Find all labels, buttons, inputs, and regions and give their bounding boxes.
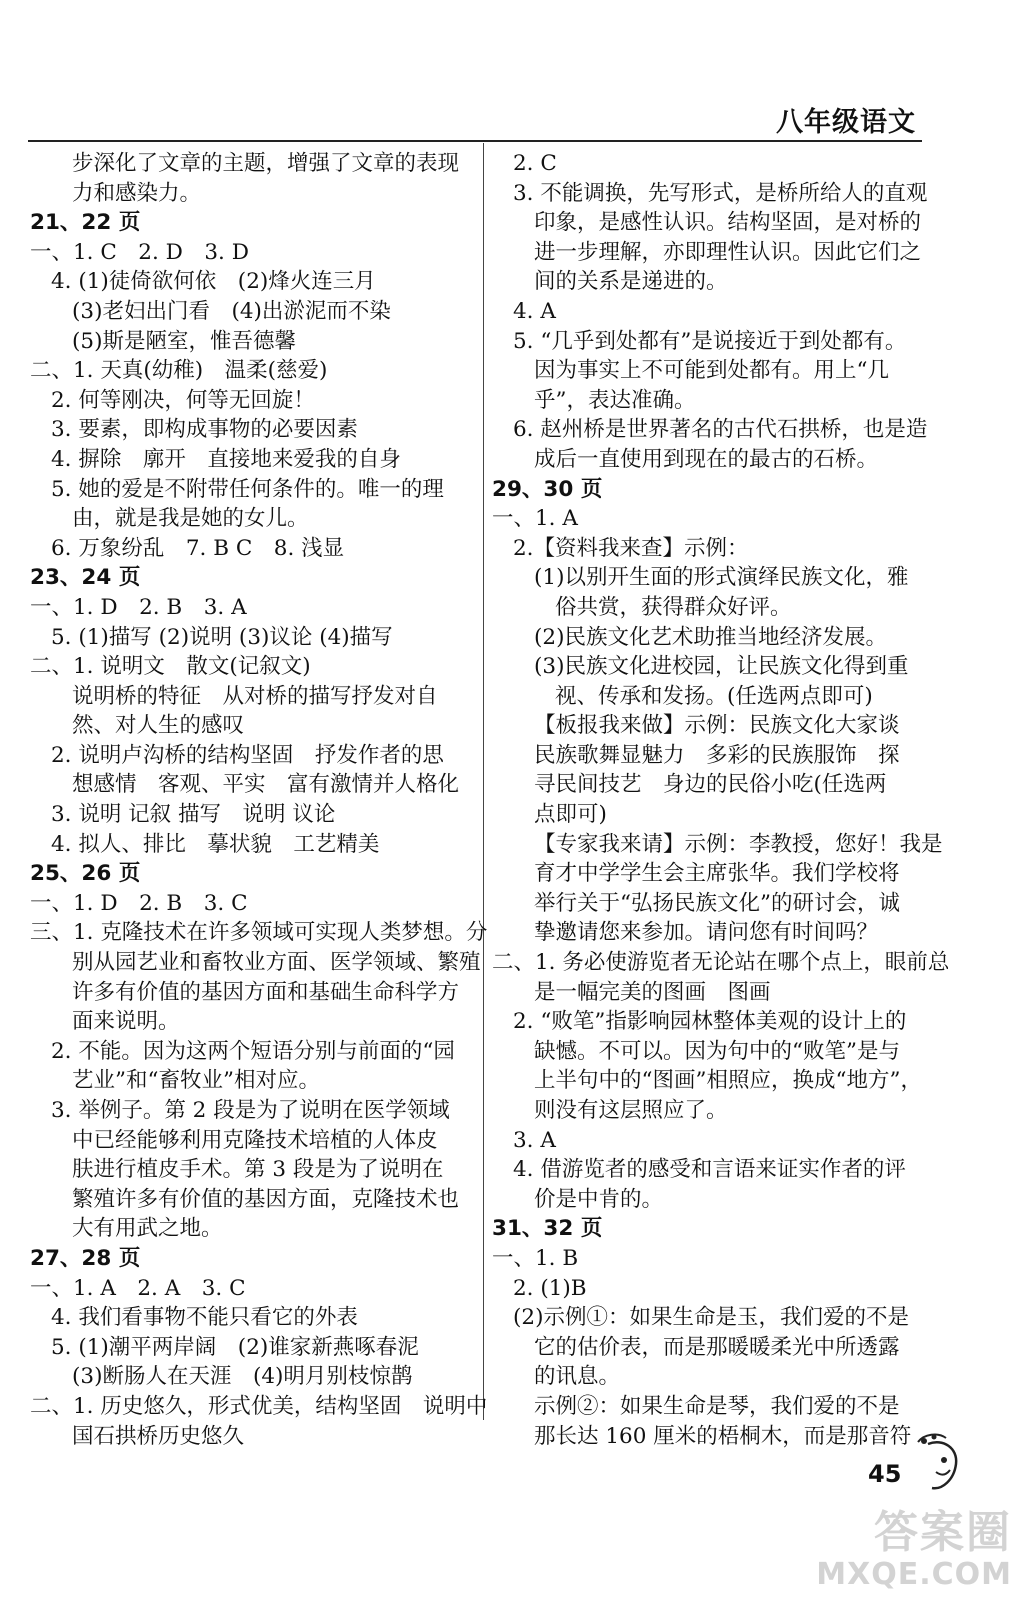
answer-line: 6. 赵州桥是世界著名的古代石拱桥，也是造: [513, 417, 928, 443]
answer-line: 6. 万象纷乱 7. B C 8. 浅显: [51, 535, 345, 561]
answer-line: 国石拱桥历史悠久: [72, 1423, 245, 1449]
answer-line: 它的估价表，而是那暖暖柔光中所透露: [534, 1334, 900, 1360]
answer-line: 【板报我来做】示例：民族文化大家谈: [534, 713, 900, 739]
answer-line: 则没有这层照应了。: [534, 1098, 728, 1123]
answer-line: 大有用武之地。: [72, 1216, 223, 1242]
watermark-url: MXQE.COM: [816, 1557, 1012, 1592]
answer-line: 缺憾。不可以。因为句中的“败笔”是与: [534, 1038, 900, 1064]
answer-line: 寻民间技艺 身边的民俗小吃(任选两: [534, 772, 887, 798]
answer-line: 一、1. D 2. B 3. C: [30, 890, 248, 916]
answer-line: 5. “几乎到处都有”是说接近于到处都有。: [513, 328, 907, 354]
left-answer-column: [30, 149, 488, 1451]
answer-line: 价是中肯的。: [534, 1186, 664, 1212]
answer-line: 示例②：如果生命是琴，我们爱的不是: [534, 1393, 900, 1419]
answer-line: 3. 要素，即构成事物的必要因素: [51, 417, 358, 443]
answer-line: 【专家我来请】示例：李教授，您好！我是: [534, 831, 943, 857]
answer-line: 2. 何等刚决，何等无回旋！: [51, 387, 315, 413]
watermark-logo: 答案圈: [874, 1507, 1012, 1558]
answer-line: 二、1. 务必使游览者无论站在哪个点上，眼前总: [492, 950, 950, 976]
answer-line: 间的关系是递进的。: [534, 269, 728, 295]
section-page-heading: 27、28 页: [30, 1245, 141, 1271]
answer-line: 一、1. C 2. D 3. D: [30, 239, 249, 265]
answer-line: 面来说明。: [72, 1009, 180, 1035]
section-page-heading: 23、24 页: [30, 565, 141, 591]
answer-line: 是一幅完美的图画 图画: [534, 979, 771, 1005]
answer-line: 2.【资料我来查】示例：: [513, 535, 749, 561]
answer-line: (3)老妇出门看 (4)出淤泥而不染: [72, 298, 391, 324]
answer-line: 4. 拟人、排比 摹状貌 工艺精美: [51, 831, 380, 857]
answer-line: 三、1. 克隆技术在许多领域可实现人类梦想。分: [30, 920, 488, 946]
answer-line: 5. (1)潮平两岸阔 (2)谁家新燕啄春泥: [51, 1334, 419, 1360]
answer-line: 2. “败笔”指影响园林整体美观的设计上的: [513, 1009, 907, 1035]
right-answer-column: [492, 149, 950, 1451]
answer-line: 2. (1)B: [513, 1275, 587, 1301]
answer-line: 乎”，表达准确。: [534, 387, 696, 413]
answer-line: 4. (1)徒倚欲何依 (2)烽火连三月: [51, 269, 376, 295]
section-page-heading: 31、32 页: [492, 1216, 603, 1242]
answer-line: 进一步理解，亦即理性认识。因此它们之: [534, 239, 922, 265]
answer-line: 二、1. 历史悠久，形式优美，结构坚固 说明中: [30, 1393, 488, 1419]
answer-line: 4. 借游览者的感受和言语来证实作者的评: [513, 1157, 906, 1183]
answer-line: 因为事实上不可能到处都有。用上“几: [534, 358, 889, 384]
answer-line: (1)以别开生面的形式演绎民族文化，雅: [534, 565, 909, 591]
answer-line: 二、1. 说明文 散文(记叙文): [30, 654, 311, 680]
watermark: [816, 1509, 1012, 1592]
answer-line: 育才中学学生会主席张华。我们学校将: [534, 861, 900, 887]
answer-line: 4. A: [513, 298, 556, 324]
section-page-heading: 25、26 页: [30, 861, 141, 887]
answer-line: 一、1. B: [492, 1245, 579, 1271]
answer-line: 然、对人生的感叹: [72, 713, 245, 739]
answer-line: 一、1. A: [492, 506, 578, 532]
answer-line: 4. 摒除 廓开 直接地来爱我的自身: [51, 446, 401, 472]
answer-line: (5)斯是陋室，惟吾德馨: [72, 328, 296, 354]
section-page-heading: 21、22 页: [30, 210, 141, 236]
answer-line: 艺业”和“畜牧业”相对应。: [72, 1068, 320, 1094]
answer-line: 上半句中的“图画”相照应，换成“地方”，: [534, 1068, 922, 1094]
answer-line: 的讯息。: [534, 1364, 621, 1390]
answer-line: 由，就是我是她的女儿。: [72, 506, 309, 532]
answer-line: 二、1. 天真(幼稚) 温柔(慈爱): [30, 358, 328, 384]
answer-line: 3. 说明 记叙 描写 说明 议论: [51, 802, 336, 828]
answer-line: (3)民族文化进校园，让民族文化得到重: [534, 654, 909, 680]
answer-line: 步深化了文章的主题，增强了文章的表现: [72, 151, 460, 176]
page-header-title: 八年级语文: [776, 107, 916, 138]
answer-line: 俗共赏，获得群众好评。: [555, 594, 792, 620]
answer-line: 许多有价值的基因方面和基础生命科学方: [72, 979, 460, 1005]
answer-line: 繁殖许多有价值的基因方面，克隆技术也: [72, 1186, 460, 1212]
answer-line: (3)断肠人在天涯 (4)明月别枝惊鹊: [72, 1364, 413, 1390]
answer-line: 成后一直使用到现在的最古的石桥。: [534, 446, 879, 472]
answer-line: 2. 说明卢沟桥的结构坚固 抒发作者的思: [51, 742, 444, 768]
answer-line: 3. A: [513, 1127, 556, 1153]
answer-line: 那长达 160 厘米的梧桐木，而是那音符: [534, 1423, 912, 1449]
answer-line: 肤进行植皮手术。第 3 段是为了说明在: [72, 1157, 444, 1183]
answer-line: 2. 不能。因为这两个短语分别与前面的“园: [51, 1038, 455, 1064]
header-rule: [28, 140, 922, 142]
answer-line: 点即可): [534, 802, 607, 828]
answer-line: 想感情 客观、平实 富有激情并人格化: [72, 772, 460, 798]
answer-line: 4. 我们看事物不能只看它的外表: [51, 1305, 358, 1331]
answer-line: 3. 举例子。第 2 段是为了说明在医学领域: [51, 1098, 450, 1123]
answer-line: 挚邀请您来参加。请问您有时间吗？: [534, 920, 879, 946]
answer-line: 中已经能够利用克隆技术培植的人体皮: [72, 1127, 438, 1153]
answer-line: 3. 不能调换，先写形式，是桥所给人的直观: [513, 180, 928, 206]
answer-line: (2)民族文化艺术助推当地经济发展。: [534, 624, 887, 650]
answer-line: (2)示例①：如果生命是玉，我们爱的不是: [513, 1305, 909, 1331]
column-divider: [483, 143, 484, 1420]
answer-line: 一、1. D 2. B 3. A: [30, 594, 247, 620]
answer-line: 民族歌舞显魅力 多彩的民族服饰 探: [534, 742, 900, 768]
page-number: 45: [868, 1460, 902, 1488]
answer-line: 说明桥的特征 从对桥的描写抒发对自: [72, 683, 438, 709]
section-page-heading: 29、30 页: [492, 476, 603, 502]
answer-line: 力和感染力。: [72, 180, 202, 206]
answer-line: 视、传承和发扬。(任选两点即可): [555, 683, 873, 709]
answer-line: 印象，是感性认识。结构坚固，是对桥的: [534, 210, 922, 236]
answer-line: 5. (1)描写 (2)说明 (3)议论 (4)描写: [51, 624, 393, 650]
answer-line: 2. C: [513, 151, 557, 176]
answer-line: 别从园艺业和畜牧业方面、医学领域、繁殖: [72, 950, 481, 976]
answer-line: 一、1. A 2. A 3. C: [30, 1275, 246, 1301]
answer-line: 举行关于“弘扬民族文化”的研讨会，诚: [534, 890, 900, 916]
answer-line: 5. 她的爱是不附带任何条件的。唯一的理: [51, 476, 444, 502]
